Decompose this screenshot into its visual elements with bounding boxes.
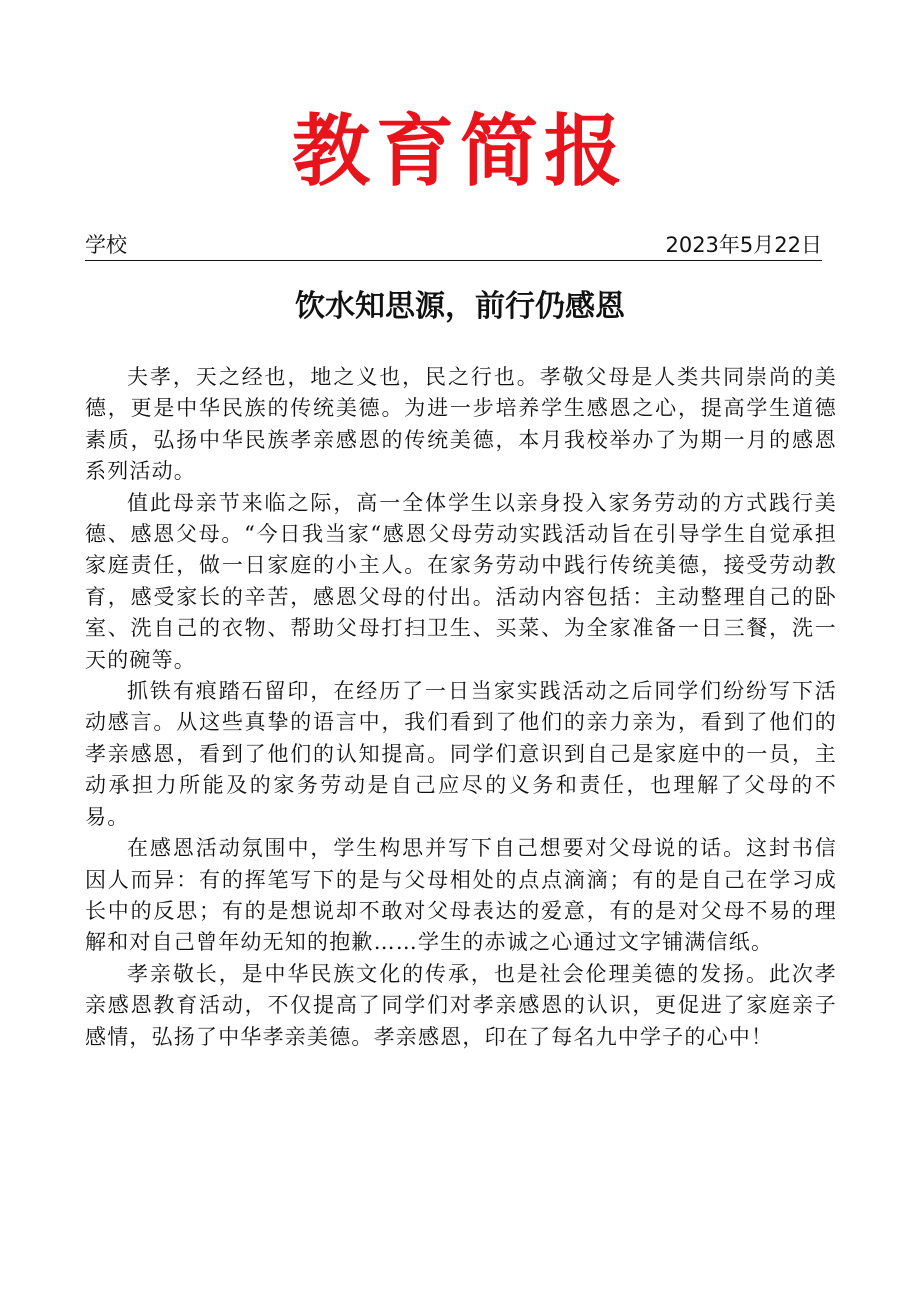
article-paragraph: 在感恩活动氛围中，学生构思并写下自己想要对父母说的话。这封书信因人而异：有的挥笔写下的是与父母相处的点点滴滴；有的是自己在学习成长中的反思；有的是想说却不敢对父母表达的爱意，有的是对父母不易的理解和对自己曾年幼无知的抱歉……学生的赤诚之心通过文字铺满信纸。 bbox=[85, 836, 837, 955]
meta-row bbox=[85, 230, 822, 261]
article-paragraph: 值此母亲节来临之际，高一全体学生以亲身投入家务劳动的方式践行美德、感恩父母。“今日我当家“感恩父母劳动实践活动旨在引导学生自觉承担家庭责任，做一日家庭的小主人。在家务劳动中践行传统美德，接受劳动教育，感受家长的辛苦，感恩父母的付出。活动内容包括：主动整理自己的卧室、洗自己的衣物、帮助父母打扫卫生、买菜、为全家准备一日三餐，洗一天的碗等。 bbox=[85, 490, 837, 672]
article-headline: 饮水知思源，前行仍感恩 bbox=[295, 289, 625, 324]
article-body bbox=[85, 362, 837, 1053]
issue-date: 2023年5月22日 bbox=[665, 233, 822, 257]
article-paragraph: 夫孝，天之经也，地之义也，民之行也。孝敬父母是人类共同崇尚的美德，更是中华民族的传统美德。为进一步培养学生感恩之心，提高学生道德素质，弘扬中华民族孝亲感恩的传统美德，本月我校举办了为期一月的感恩系列活动。 bbox=[85, 365, 837, 484]
school-label: 学校 bbox=[85, 233, 127, 257]
article-paragraph: 孝亲敬长，是中华民族文化的传承，也是社会伦理美德的发扬。此次孝亲感恩教育活动，不仅提高了同学们对孝亲感恩的认识，更促进了家庭亲子感情，弘扬了中华孝亲美德。孝亲感恩，印在了每名九中学子的心中！ bbox=[85, 961, 837, 1049]
newsletter-masthead: 教育简报 bbox=[291, 106, 628, 197]
article-paragraph: 抓铁有痕踏石留印，在经历了一日当家实践活动之后同学们纷纷写下活动感言。从这些真挚的语言中，我们看到了他们的亲力亲为，看到了他们的孝亲感恩，看到了他们的认知提高。同学们意识到自己是家庭中的一员，主动承担力所能及的家务劳动是自己应尽的义务和责任，也理解了父母的不易。 bbox=[85, 679, 837, 829]
